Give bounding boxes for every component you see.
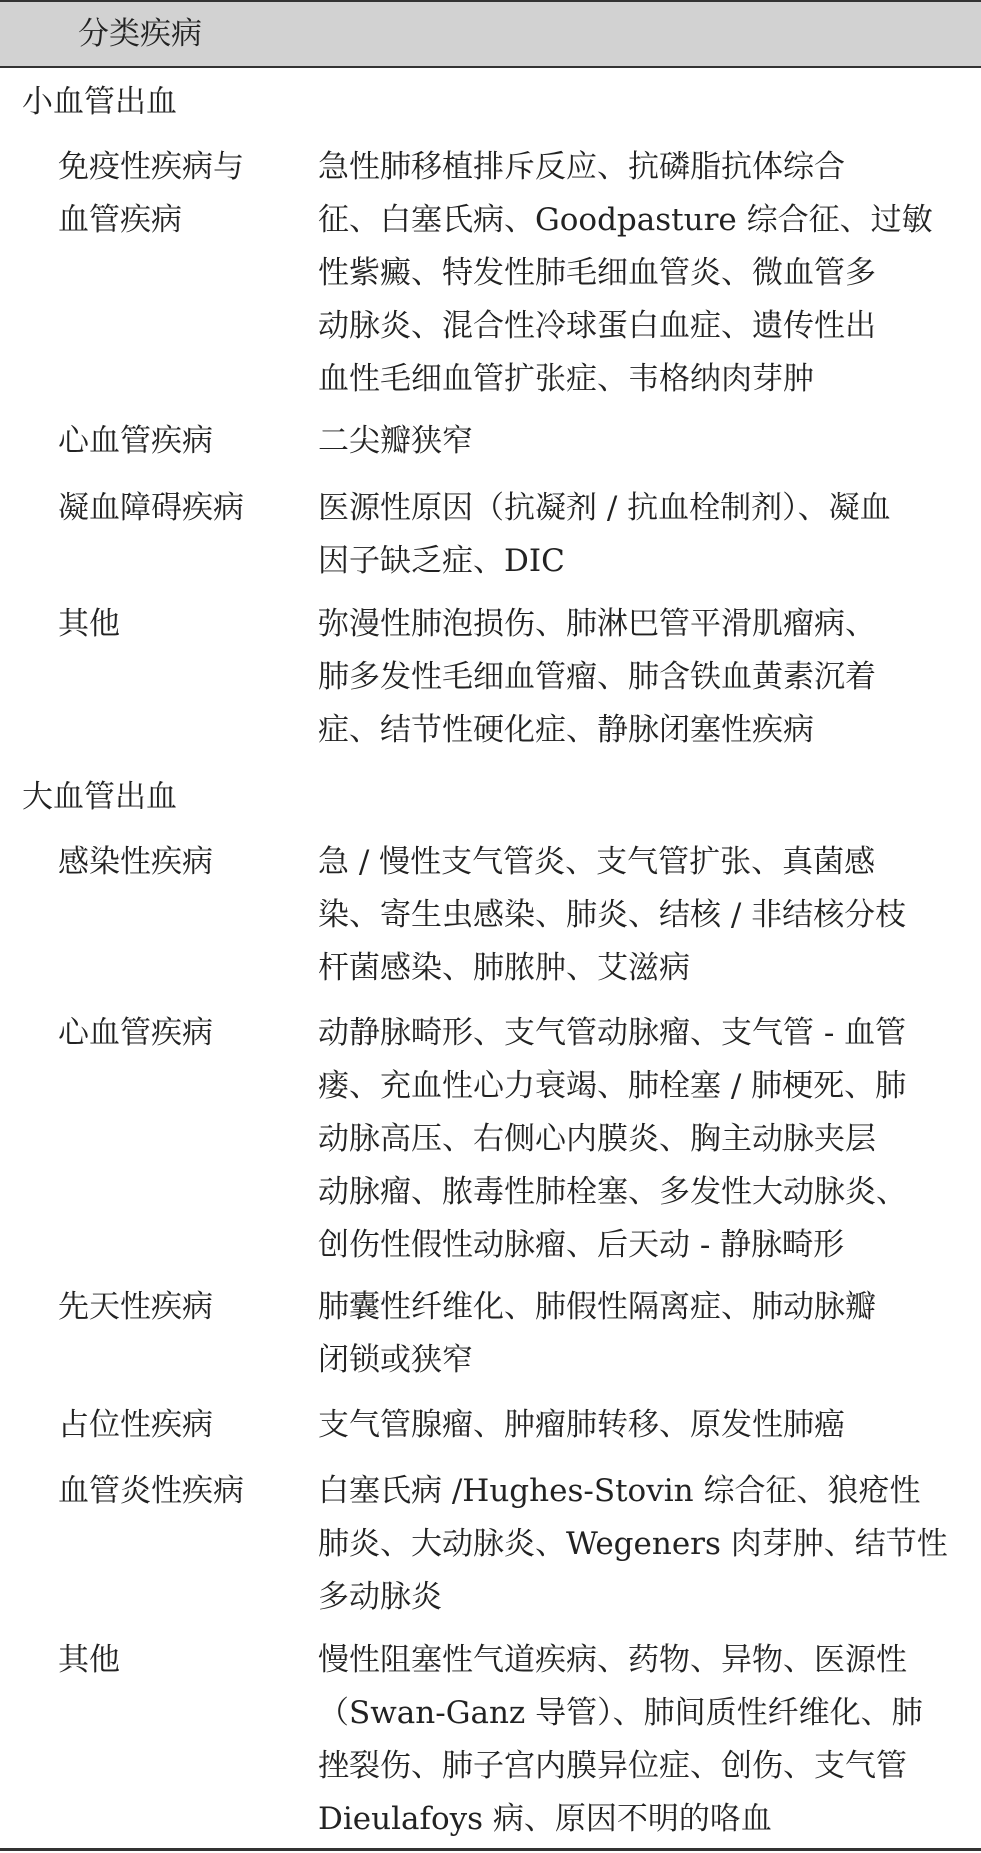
row-description: 慢性阻塞性气道疾病、药物、异物、医源性 （Swan-Ganz 导管）、肺间质性纤维化、肺 挫裂伤、肺子宫内膜异位症、创伤、支气管 Dieulafoys 病、原因不明的咯血 xyxy=(318,1642,923,1837)
group-title-large-vessel: 大血管出血 xyxy=(22,779,177,815)
row-category: 心血管疾病 xyxy=(58,1015,213,1051)
row-category: 血管炎性疾病 xyxy=(58,1473,244,1509)
row-category: 先天性疾病 xyxy=(58,1289,213,1325)
row-category: 感染性疾病 xyxy=(58,844,213,880)
row-description: 支气管腺瘤、肿瘤肺转移、原发性肺癌 xyxy=(318,1407,845,1443)
row-category: 心血管疾病 xyxy=(58,423,213,459)
row-description: 弥漫性肺泡损伤、肺淋巴管平滑肌瘤病、 肺多发性毛细血管瘤、肺含铁血黄素沉着 症、结节性硬化症、静脉闭塞性疾病 xyxy=(318,606,876,748)
header-label: 分类疾病 xyxy=(78,16,202,52)
table-header xyxy=(0,0,981,68)
row-description: 医源性原因（抗凝剂 / 抗血栓制剂）、凝血 因子缺乏症、DIC xyxy=(318,490,891,579)
row-description: 肺囊性纤维化、肺假性隔离症、肺动脉瓣 闭锁或狭窄 xyxy=(318,1289,876,1378)
table-bottom-rule xyxy=(0,1848,981,1851)
row-category: 凝血障碍疾病 xyxy=(58,490,244,526)
row-category: 占位性疾病 xyxy=(58,1407,213,1443)
row-description: 急 / 慢性支气管炎、支气管扩张、真菌感 染、寄生虫感染、肺炎、结核 / 非结核分枝 杆菌感染、肺脓肿、艾滋病 xyxy=(318,844,907,986)
row-category: 免疫性疾病与 血管疾病 xyxy=(58,149,244,238)
group-title-small-vessel: 小血管出血 xyxy=(22,84,177,120)
row-description: 动静脉畸形、支气管动脉瘤、支气管 - 血管 瘘、充血性心力衰竭、肺栓塞 / 肺梗死、肺 动脉高压、右侧心内膜炎、胸主动脉夹层 动脉瘤、脓毒性肺栓塞、多发性大动脉炎、 创伤性假性动脉瘤、后天动 - 静脉畸形 xyxy=(318,1015,907,1263)
row-description: 急性肺移植排斥反应、抗磷脂抗体综合 征、白塞氏病、Goodpasture 综合征、过敏 性紫癜、特发性肺毛细血管炎、微血管多 动脉炎、混合性冷球蛋白血症、遗传性出 血性毛细血管扩张症、韦格纳肉芽肿 xyxy=(318,149,933,397)
row-description: 白塞氏病 /Hughes-Stovin 综合征、狼疮性 肺炎、大动脉炎、Wegeners 肉芽肿、结节性 多动脉炎 xyxy=(318,1473,948,1615)
row-category: 其他 xyxy=(58,606,120,642)
row-description: 二尖瓣狭窄 xyxy=(318,423,473,459)
row-category: 其他 xyxy=(58,1642,120,1678)
